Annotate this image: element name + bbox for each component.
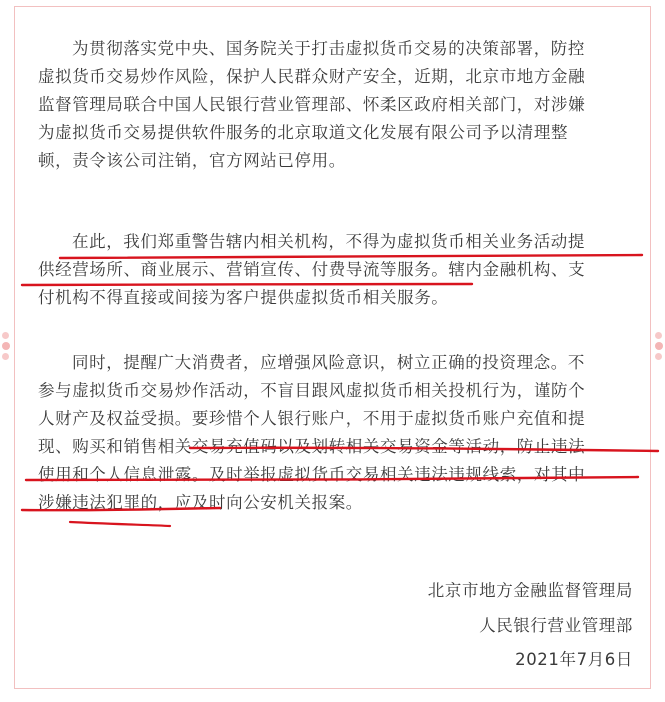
signature-issuer-2: 人民银行营业管理部: [479, 616, 633, 635]
text-line: 付机构不得直接或间接为客户提供虚拟货币相关服务。: [38, 288, 449, 307]
text-line: 同时，提醒广大消费者，应增强风险意识，树立正确的投资理念。不: [72, 353, 585, 372]
decoration-dot: [2, 332, 9, 339]
text-line: 为贯彻落实党中央、国务院关于打击虚拟货币交易的决策部署，防控: [72, 39, 585, 58]
text-line: 参与虚拟货币交易炒作活动，不盲目跟风虚拟货币相关投机行为，谨防个: [38, 381, 586, 400]
decoration-dot: [2, 353, 9, 360]
left-decoration: [2, 332, 10, 363]
decoration-dot: [655, 353, 662, 360]
decoration-dot: [655, 342, 663, 350]
text-line: 涉嫌违法犯罪的，应及时向公安机关报案。: [38, 493, 363, 512]
text-line: 供经营场所、商业展示、营销宣传、付费导流等服务。辖内金融机构、支: [38, 260, 586, 279]
text-line: 人财产及权益受损。要珍惜个人银行账户，不用于虚拟货币账户充值和提: [38, 409, 586, 428]
signature-issuer-1: 北京市地方金融监督管理局: [427, 581, 633, 600]
decoration-dot: [655, 332, 662, 339]
text-line: 虚拟货币交易炒作风险，保护人民群众财产安全，近期，北京市地方金融: [38, 67, 586, 86]
text-line: 使用和个人信息泄露。及时举报虚拟货币交易相关违法违规线索，对其中: [38, 465, 586, 484]
text-line: 监督管理局联合中国人民银行营业管理部、怀柔区政府相关部门，对涉嫌: [38, 95, 586, 114]
paragraph-announcement: [38, 35, 638, 175]
signature-date: 2021年7月6日: [515, 650, 633, 669]
text-line: 为虚拟货币交易提供软件服务的北京取道文化发展有限公司予以清理整: [38, 123, 569, 142]
paragraph-consumer-reminder: [38, 349, 638, 517]
text-line: 现、购买和销售相关交易充值码以及划转相关交易资金等活动，防止违法: [38, 437, 586, 456]
text-line: 在此，我们郑重警告辖内相关机构，不得为虚拟货币相关业务活动提: [72, 232, 585, 251]
decoration-dot: [2, 342, 10, 350]
paragraph-warning: [38, 228, 638, 312]
text-line: 顿，责令该公司注销，官方网站已停用。: [38, 151, 346, 170]
right-decoration: [655, 332, 663, 363]
